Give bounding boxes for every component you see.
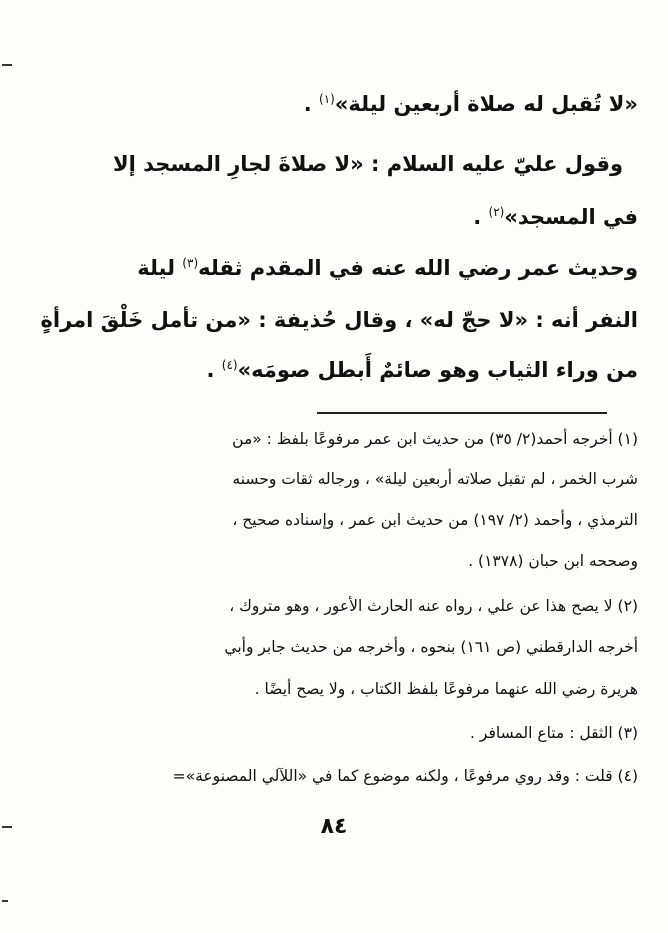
footnote-line: وصححه ابن حبان (١٣٧٨) . bbox=[468, 552, 638, 570]
main-line-2-text: وقول عليّ عليه السلام : «لا صلاةَ لجارِ المسجد إلا bbox=[112, 152, 623, 176]
main-line-5 bbox=[40, 308, 638, 332]
main-line-1 bbox=[58, 92, 638, 116]
footnote-line: (٤) قلت : وقد روي مرفوعًا ، ولكنه موضوع كما في «اللآلي المصنوعة»= bbox=[172, 767, 638, 785]
main-line-6-text: من وراء الثياب وهو صائمٌ أَبطل صومَه» bbox=[237, 358, 638, 382]
main-line-4-text: وحديث عمر رضي الله عنه في المقدم ثقله bbox=[198, 256, 638, 280]
footnote-ref-3: (٣) bbox=[182, 256, 199, 270]
footnote-line: شرب الخمر ، لم تقبل صلاته أربعين ليلة» ، ورجاله ثقات وحسنه bbox=[232, 470, 638, 488]
footnote-ref-4: (٤) bbox=[221, 358, 238, 372]
main-line-4 bbox=[58, 256, 638, 280]
main-line-6 bbox=[58, 358, 638, 382]
main-line-3-text: في المسجد» bbox=[504, 205, 638, 229]
footnote-ref-2: (٢) bbox=[488, 205, 505, 219]
footnote-line: (١) أخرجه أحمد(٢/ ٣٥) من حديث ابن عمر مرفوعًا بلفظ : «من bbox=[232, 430, 638, 448]
main-line-4-end: ليلة bbox=[137, 256, 175, 280]
footnote-ref-1: (١) bbox=[319, 92, 335, 106]
main-line-5-text: النفر أنه : «لا حجّ له» ، وقال حُذيفة : «من تأمل خَلْقَ امرأةٍ bbox=[40, 308, 638, 332]
main-line-1-text: «لا تُقبل له صلاة أربعين ليلة» bbox=[334, 92, 638, 116]
period: . bbox=[473, 205, 482, 229]
footnote-line: (٢) لا يصح هذا عن علي ، رواه عنه الحارث الأعور ، وهو متروك ، bbox=[229, 597, 638, 615]
period: . bbox=[303, 92, 312, 116]
footnote-line: الترمذي ، وأحمد (٢/ ١٩٧) من حديث ابن عمر ، وإسناده صحيح ، bbox=[232, 511, 638, 529]
period: . bbox=[206, 358, 215, 382]
footnote-line: أخرجه الدارقطني (ص ١٦١) بنحوه ، وأخرجه من حديث جابر وأبي bbox=[224, 638, 638, 656]
footnote-separator bbox=[317, 412, 607, 414]
footnote-line: هريرة رضي الله عنهما مرفوعًا بلفظ الكتاب ، ولا يصح أيضًا . bbox=[254, 680, 638, 698]
page-number: ٨٤ bbox=[320, 814, 348, 839]
scan-margin-mark bbox=[2, 826, 12, 828]
main-line-2 bbox=[43, 152, 623, 176]
main-line-3 bbox=[58, 205, 638, 229]
footnote-line: (٣) الثقل : متاع المسافر . bbox=[470, 724, 638, 742]
scan-margin-mark bbox=[2, 64, 12, 66]
scan-margin-mark bbox=[2, 900, 8, 902]
